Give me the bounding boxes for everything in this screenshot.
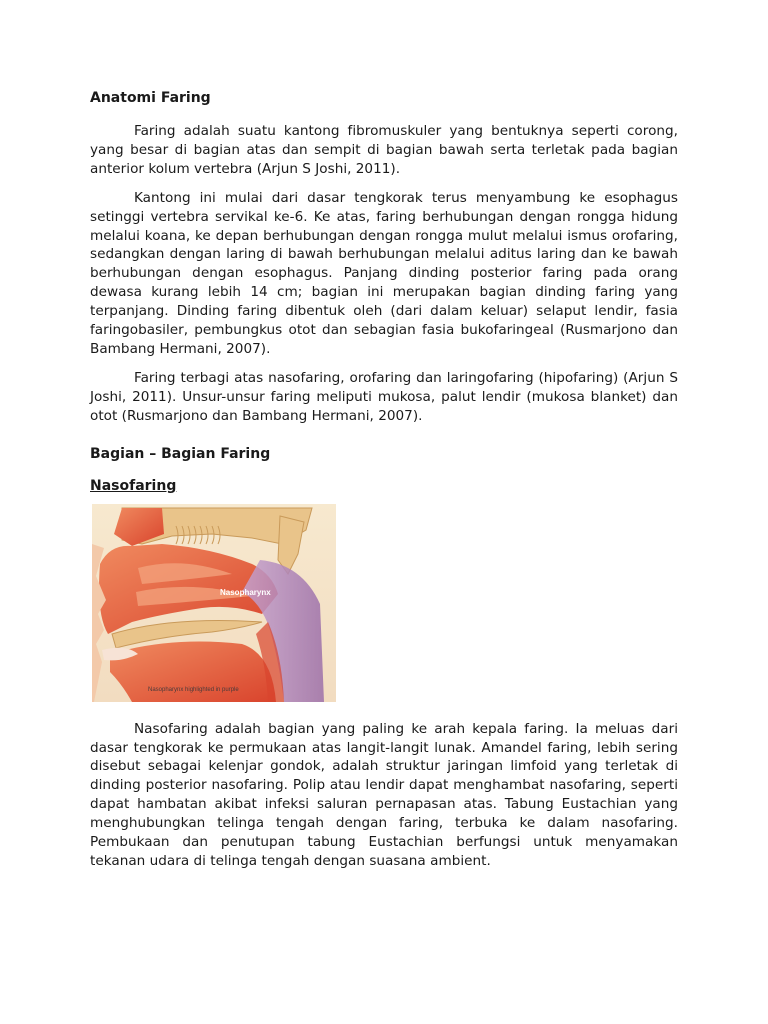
paragraph-4: Nasofaring adalah bagian yang paling ke arah kepala faring. Ia meluas dari dasar tengkorak ke permukaan atas langit-langit lunak. Amandel faring, lebih sering disebut sebagai kelenjar gondok, adalah struktur jaringan limfoid yang terletak di dinding posterior nasofaring. Polip atau lendir dapat menghambat nasofaring, seperti dapat hambatan akibat infeksi saluran pernapasan atas. Tabung Eustachian yang menghubungkan telinga tengah dengan faring, terbuka ke dalam nasofaring. Pembukaan dan penutupan tabung Eustachian berfungsi untuk menyamakan tekanan udara di telinga tengah dengan suasana ambient. [90, 720, 678, 869]
paragraph-3: Faring terbagi atas nasofaring, orofaring dan laringofaring (hipofaring) (Arjun S Joshi, 2011). Unsur-unsur faring meliputi mukosa, palut lendir (mukosa blanket) dan otot (Rusmarjono dan Bambang Hermani, 2007). [90, 369, 678, 424]
document-page [90, 88, 678, 881]
figure-caption: Nasopharynx highlighted in purple [148, 686, 239, 693]
nasopharynx-illustration [92, 504, 336, 702]
section-title-bagian-faring: Bagian – Bagian Faring [90, 445, 271, 462]
section-title-nasofaring: Nasofaring [90, 477, 177, 494]
paragraph-2: Kantong ini mulai dari dasar tengkorak terus menyambung ke esophagus setinggi vertebra servikal ke-6. Ke atas, faring berhubungan dengan rongga hidung melalui koana, ke depan berhubungan dengan rongga mulut melalui ismus orofaring, sedangkan dengan laring di bawah berhubungan melalui aditus laring dan ke bawah berhubungan dengan esophagus. Panjang dinding posterior faring pada orang dewasa kurang lebih 14 cm; bagian ini merupakan bagian dinding faring yang terpanjang. Dinding faring dibentuk oleh (dari dalam keluar) selaput lendir, fasia faringobasiler, pembungkus otot dan sebagian fasia bukofaringeal (Rusmarjono dan Bambang Hermani, 2007). [90, 189, 678, 357]
nasopharynx-label: Nasopharynx [220, 587, 271, 597]
paragraph-1: Faring adalah suatu kantong fibromuskuler yang bentuknya seperti corong, yang besar di bagian atas dan sempit di bagian bawah serta terletak pada bagian anterior kolum vertebra (Arjun S Joshi, 2011). [90, 123, 678, 177]
section-title-anatomi-faring: Anatomi Faring [90, 90, 211, 106]
